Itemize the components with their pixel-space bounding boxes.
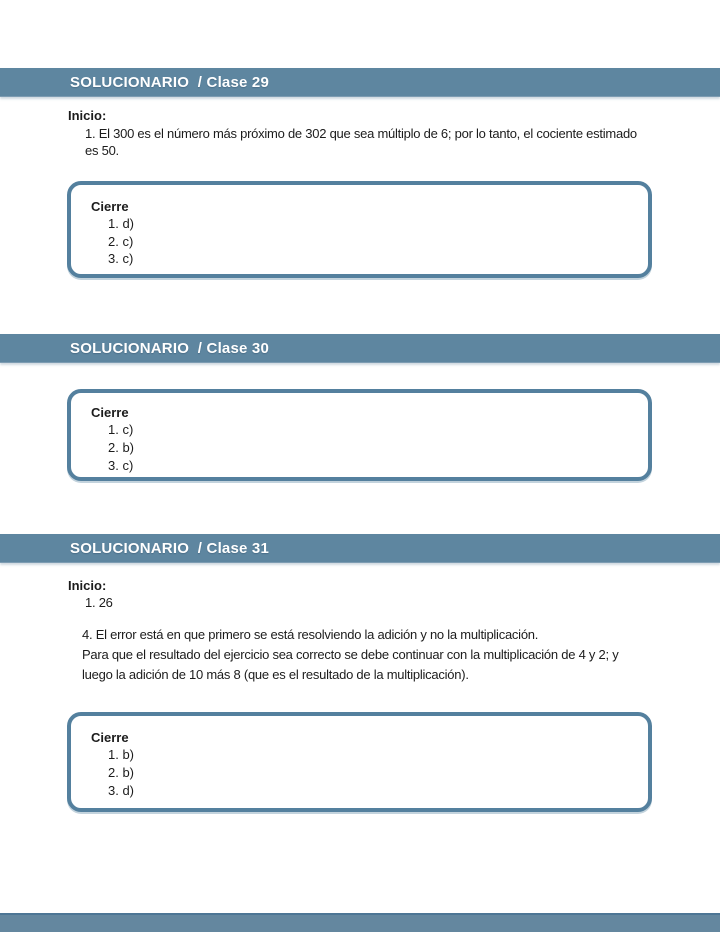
paragraph-line: Para que el resultado del ejercicio sea correcto se debe continuar con la multiplicación de 4 y 2; y bbox=[82, 647, 619, 662]
cierre-box bbox=[67, 712, 652, 812]
footer-bar bbox=[0, 913, 720, 932]
cierre-answer-item: 1. d) bbox=[108, 216, 135, 231]
cierre-label: Cierre bbox=[91, 199, 129, 214]
cierre-answer-item: 1. b) bbox=[108, 747, 135, 762]
inicio-answer-line: es 50. bbox=[85, 143, 119, 158]
inicio-label: Inicio: bbox=[68, 108, 107, 123]
section-title: SOLUCIONARIO / Clase 29 bbox=[70, 73, 270, 91]
cierre-box bbox=[67, 181, 652, 278]
cierre-box bbox=[67, 389, 652, 481]
inicio-answer-line: 1. El 300 es el número más próximo de 302 que sea múltiplo de 6; por lo tanto, el cociente estimado bbox=[85, 126, 637, 141]
cierre-answer-item: 3. c) bbox=[108, 251, 134, 266]
section-title: SOLUCIONARIO / Clase 31 bbox=[70, 539, 270, 557]
section-header-bar-clase-31 bbox=[0, 534, 720, 563]
cierre-answer-item: 1. c) bbox=[108, 422, 134, 437]
inicio-label: Inicio: bbox=[68, 578, 107, 593]
cierre-answer-item: 3. d) bbox=[108, 783, 135, 798]
section-header-bar-clase-30 bbox=[0, 334, 720, 363]
cierre-label: Cierre bbox=[91, 730, 129, 745]
paragraph-line: 4. El error está en que primero se está resolviendo la adición y no la multiplicación. bbox=[82, 627, 539, 642]
cierre-label: Cierre bbox=[91, 405, 129, 420]
cierre-answer-item: 2. b) bbox=[108, 440, 135, 455]
paragraph-line: luego la adición de 10 más 8 (que es el resultado de la multiplicación). bbox=[82, 667, 469, 682]
cierre-answer-item: 2. c) bbox=[108, 233, 134, 249]
section-title: SOLUCIONARIO / Clase 30 bbox=[70, 339, 270, 357]
cierre-answer-item: 2. b) bbox=[108, 765, 135, 780]
cierre-answers-list bbox=[108, 421, 648, 475]
cierre-answers-list bbox=[108, 746, 648, 800]
section-header-bar-clase-29 bbox=[0, 68, 720, 97]
inicio-explanation-paragraph bbox=[82, 625, 618, 685]
inicio-answer-line: 1. 26 bbox=[85, 595, 113, 610]
cierre-answers-list bbox=[108, 215, 648, 268]
cierre-answer-item: 3. c) bbox=[108, 458, 134, 473]
